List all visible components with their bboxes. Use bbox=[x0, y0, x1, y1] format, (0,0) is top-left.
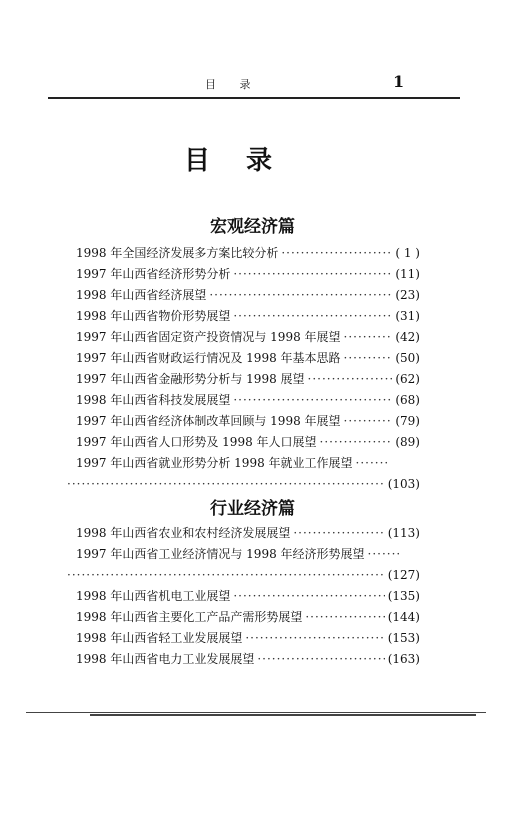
toc-entry[interactable] bbox=[76, 433, 420, 452]
leader-dots bbox=[209, 286, 392, 305]
leader-dots bbox=[368, 545, 402, 564]
toc-entry-title: 1997 年山西省人口形势及 1998 年人口展望 bbox=[76, 435, 317, 449]
toc-entry-title: 1998 年山西省农业和农村经济发展展望 bbox=[76, 526, 291, 540]
leader-dots bbox=[257, 650, 384, 669]
toc-entry-title: 1998 年山西省机电工业展望 bbox=[76, 589, 231, 603]
toc-entry[interactable] bbox=[76, 412, 420, 431]
leader-dots bbox=[344, 349, 393, 368]
section-title-industry: 行业经济篇 bbox=[210, 499, 295, 519]
toc-entry-title: 1997 年山西省固定资产投资情况与 1998 年展望 bbox=[76, 330, 341, 344]
toc-entry-title: 1998 年山西省科技发展展望 bbox=[76, 393, 231, 407]
toc-entry[interactable] bbox=[76, 307, 420, 326]
toc-entry[interactable] bbox=[76, 650, 420, 669]
leader-dots bbox=[67, 475, 385, 494]
leader-dots bbox=[308, 370, 393, 389]
toc-entry[interactable] bbox=[76, 545, 420, 564]
toc-entry-page: (68) bbox=[395, 393, 420, 407]
toc-entry[interactable] bbox=[76, 524, 420, 543]
leader-dots bbox=[344, 412, 393, 431]
toc-entry-page: (31) bbox=[395, 309, 420, 323]
toc-entry-page: (103) bbox=[387, 477, 420, 491]
toc-entry[interactable] bbox=[76, 349, 420, 368]
leader-dots bbox=[293, 524, 384, 543]
toc-entry[interactable] bbox=[76, 391, 420, 410]
footer-rule bbox=[26, 712, 486, 713]
section-title-macro: 宏观经济篇 bbox=[210, 217, 295, 237]
toc-entry-page: (135) bbox=[387, 589, 420, 603]
toc-entry-title: 1997 年山西省就业形势分析 1998 年就业工作展望 bbox=[76, 456, 353, 470]
toc-entry[interactable] bbox=[76, 328, 420, 347]
leader-dots bbox=[281, 244, 392, 263]
toc-entry-title: 1997 年山西省金融形势分析与 1998 展望 bbox=[76, 372, 305, 386]
toc-entry-page: (23) bbox=[395, 288, 420, 302]
toc-entry-page: (144) bbox=[387, 610, 420, 624]
leader-dots bbox=[233, 391, 392, 410]
toc-entry-page: (153) bbox=[387, 631, 420, 645]
toc-entry-title: 1998 年全国经济发展多方案比较分析 bbox=[76, 246, 279, 260]
toc-entry[interactable] bbox=[76, 370, 420, 389]
toc-entry-page: (127) bbox=[387, 568, 420, 582]
toc-entry-page: (42) bbox=[395, 330, 420, 344]
leader-dots bbox=[356, 454, 390, 473]
toc-entry[interactable] bbox=[76, 454, 420, 473]
toc-entry[interactable] bbox=[76, 587, 420, 606]
toc-entry-title: 1998 年山西省经济展望 bbox=[76, 288, 207, 302]
footer-rule bbox=[90, 714, 476, 716]
toc-entry-title: 1998 年山西省物价形势展望 bbox=[76, 309, 231, 323]
toc-entry-page: (11) bbox=[395, 267, 420, 281]
running-header-title: 目 录 bbox=[205, 78, 261, 91]
toc-entry[interactable] bbox=[76, 629, 420, 648]
leader-dots bbox=[320, 433, 393, 452]
toc-entry-title: 1997 年山西省财政运行情况及 1998 年基本思路 bbox=[76, 351, 341, 365]
toc-entry-title: 1997 年山西省经济形势分析 bbox=[76, 267, 231, 281]
leader-dots bbox=[245, 629, 384, 648]
leader-dots bbox=[233, 265, 392, 284]
toc-entry-title: 1998 年山西省电力工业发展展望 bbox=[76, 652, 255, 666]
toc-entry-page: (89) bbox=[395, 435, 420, 449]
toc-entry-page: (113) bbox=[387, 526, 420, 540]
leader-dots bbox=[67, 566, 385, 585]
toc-entry-page: (79) bbox=[395, 414, 420, 428]
header-rule bbox=[48, 97, 460, 99]
toc-entry-continuation[interactable] bbox=[64, 566, 420, 585]
leader-dots bbox=[233, 587, 384, 606]
toc-entry[interactable] bbox=[76, 608, 420, 627]
running-header-page-number: 1 bbox=[393, 72, 405, 91]
page-title: 目录 bbox=[184, 146, 309, 176]
leader-dots bbox=[305, 608, 384, 627]
leader-dots bbox=[344, 328, 393, 347]
toc-entry-title: 1997 年山西省工业经济情况与 1998 年经济形势展望 bbox=[76, 547, 365, 561]
toc-entry-page: (62) bbox=[395, 372, 420, 386]
toc-entry-continuation[interactable] bbox=[64, 475, 420, 494]
toc-entry-title: 1997 年山西省经济体制改革回顾与 1998 年展望 bbox=[76, 414, 341, 428]
toc-entry-title: 1998 年山西省轻工业发展展望 bbox=[76, 631, 243, 645]
toc-entry[interactable] bbox=[76, 244, 420, 263]
leader-dots bbox=[233, 307, 392, 326]
toc-entry-page: ( 1 ) bbox=[395, 246, 420, 260]
toc-entry[interactable] bbox=[76, 286, 420, 305]
toc-entry-page: (163) bbox=[387, 652, 420, 666]
toc-entry[interactable] bbox=[76, 265, 420, 284]
toc-entry-title: 1998 年山西省主要化工产品产需形势展望 bbox=[76, 610, 303, 624]
toc-entry-page: (50) bbox=[395, 351, 420, 365]
